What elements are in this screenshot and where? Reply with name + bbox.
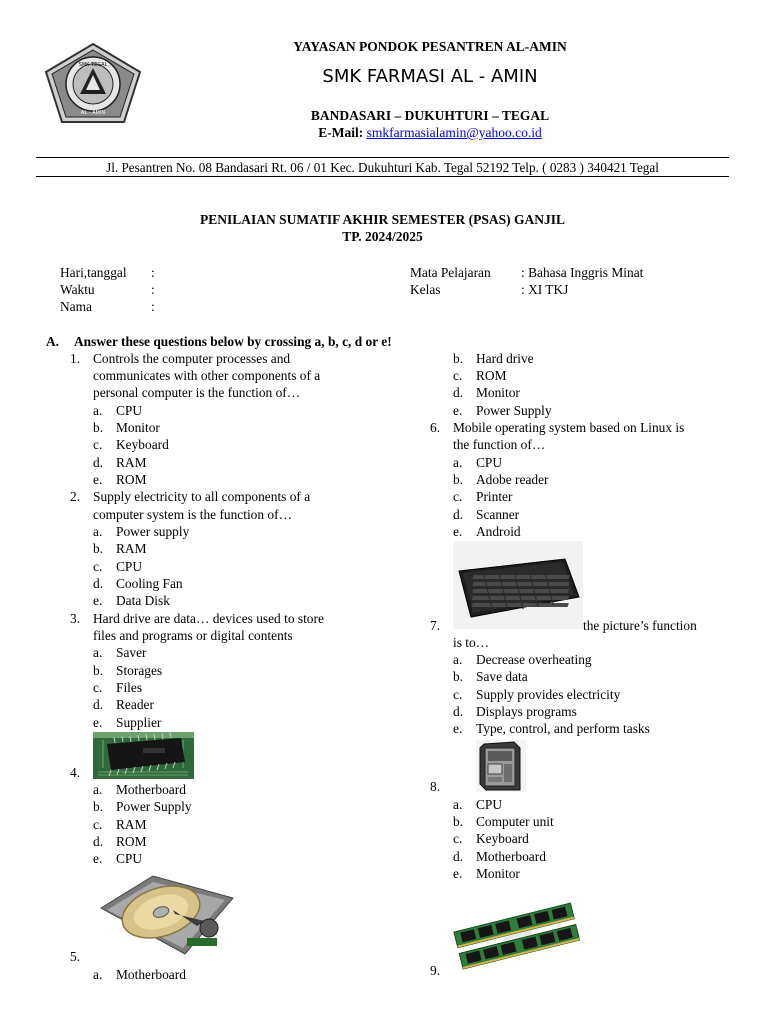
info-class-label: Kelas — [410, 282, 441, 297]
q6-opt-e[interactable]: Android — [476, 524, 521, 539]
q2-opt-c-letter: c. — [93, 559, 103, 574]
info-time-value[interactable]: : — [151, 282, 155, 297]
q8-opt-d[interactable]: Motherboard — [476, 849, 546, 864]
q6-opt-d-letter: d. — [453, 507, 464, 522]
q5-opt-a[interactable]: Motherboard — [116, 967, 186, 982]
q3-opt-d[interactable]: Reader — [116, 697, 154, 712]
q6-line-2: the function of… — [453, 437, 546, 452]
info-class-value: : XI TKJ — [521, 282, 569, 297]
email-line — [180, 125, 680, 141]
exam-title: PENILAIAN SUMATIF AKHIR SEMESTER (PSAS) GANJIL — [200, 212, 565, 227]
q2-opt-e-letter: e. — [93, 593, 103, 608]
q4-opt-b[interactable]: Power Supply — [116, 799, 192, 814]
q6-opt-d[interactable]: Scanner — [476, 507, 520, 522]
q1-opt-e-letter: e. — [93, 472, 103, 487]
q3-line-1: Hard drive are data… devices used to store — [93, 611, 324, 626]
q7-opt-c[interactable]: Supply provides electricity — [476, 687, 621, 702]
q7-stem-tail: the picture’s function — [583, 618, 697, 633]
logo-inner-text: SMK TEGAL — [78, 62, 108, 68]
q8-opt-e[interactable]: Monitor — [476, 866, 520, 881]
ram-module-image — [453, 899, 582, 975]
q4-opt-e-letter: e. — [93, 851, 103, 866]
school-location: BANDASARI – DUKUHTURI – TEGAL — [310, 108, 550, 123]
q8-opt-a-letter: a. — [453, 797, 463, 812]
q4-opt-e[interactable]: CPU — [116, 851, 143, 866]
info-day-value[interactable]: : — [151, 265, 155, 280]
q2-opt-d-letter: d. — [93, 576, 104, 591]
keyboard-image — [453, 541, 583, 629]
q5-opt-c[interactable]: ROM — [476, 368, 507, 383]
q1-opt-d-letter: d. — [93, 455, 104, 470]
logo-caption: AL - AMIN — [80, 110, 106, 116]
q8-opt-c[interactable]: Keyboard — [476, 831, 529, 846]
q6-opt-c-letter: c. — [453, 489, 463, 504]
q7-opt-b[interactable]: Save data — [476, 669, 528, 684]
info-time-label: Waktu — [60, 282, 95, 297]
q1-opt-b-letter: b. — [93, 420, 104, 435]
header-divider-top — [36, 157, 729, 158]
foundation-name: YAYASAN PONDOK PESANTREN AL-AMIN — [293, 39, 567, 54]
q4-opt-a[interactable]: Motherboard — [116, 782, 186, 797]
q3-opt-e-letter: e. — [93, 715, 103, 730]
q5-opt-e[interactable]: Power Supply — [476, 403, 552, 418]
section-instruction: Answer these questions below by crossing a, b, c, d or e! — [74, 334, 392, 349]
q6-opt-a-letter: a. — [453, 455, 463, 470]
q1-opt-b[interactable]: Monitor — [116, 420, 160, 435]
q2-line-2: computer system is the function of… — [93, 507, 292, 522]
q5-opt-c-letter: c. — [453, 368, 463, 383]
q5-opt-d[interactable]: Monitor — [476, 385, 520, 400]
q8-opt-e-letter: e. — [453, 866, 463, 881]
q4-opt-b-letter: b. — [93, 799, 104, 814]
q2-number: 2. — [70, 489, 81, 504]
q7-opt-e-letter: e. — [453, 721, 463, 736]
q4-number: 4. — [70, 765, 81, 780]
q1-line-1: Controls the computer processes and — [93, 351, 291, 366]
q3-opt-a[interactable]: Saver — [116, 645, 147, 660]
computer-case-image — [476, 740, 526, 792]
q7-opt-a[interactable]: Decrease overheating — [476, 652, 592, 667]
q8-number: 8. — [430, 779, 441, 794]
q6-line-1: Mobile operating system based on Linux is — [453, 420, 685, 435]
info-name-value[interactable]: : — [151, 299, 155, 314]
q4-opt-a-letter: a. — [93, 782, 103, 797]
q1-number: 1. — [70, 351, 81, 366]
q3-opt-e[interactable]: Supplier — [116, 715, 162, 730]
q1-opt-a[interactable]: CPU — [116, 403, 143, 418]
q4-opt-c-letter: c. — [93, 817, 103, 832]
q8-opt-c-letter: c. — [453, 831, 463, 846]
info-subject-value: : Bahasa Inggris Minat — [521, 265, 644, 280]
q2-opt-e[interactable]: Data Disk — [116, 593, 170, 608]
header-divider-bottom — [36, 176, 729, 177]
q2-opt-a-letter: a. — [93, 524, 103, 539]
q5-number: 5. — [70, 949, 81, 964]
q1-opt-a-letter: a. — [93, 403, 103, 418]
q3-opt-b[interactable]: Storages — [116, 663, 163, 678]
school-name: SMK FARMASI AL - AMIN — [322, 66, 538, 87]
q7-number: 7. — [430, 618, 441, 633]
q1-opt-d[interactable]: RAM — [116, 455, 147, 470]
q9-number: 9. — [430, 963, 441, 978]
q3-opt-a-letter: a. — [93, 645, 103, 660]
q6-opt-e-letter: e. — [453, 524, 463, 539]
q6-number: 6. — [430, 420, 441, 435]
q5-opt-b-letter: b. — [453, 351, 464, 366]
q7-opt-d[interactable]: Displays programs — [476, 704, 577, 719]
q7-opt-b-letter: b. — [453, 669, 464, 684]
q6-opt-c[interactable]: Printer — [476, 489, 513, 504]
q5-opt-e-letter: e. — [453, 403, 463, 418]
school-address: Jl. Pesantren No. 08 Bandasari Rt. 06 / 01 Kec. Dukuhturi Kab. Tegal 52192 Telp. ( 0283 ) 340421 Tegal — [106, 160, 659, 175]
q2-opt-d[interactable]: Cooling Fan — [116, 576, 183, 591]
q8-opt-a[interactable]: CPU — [476, 797, 503, 812]
school-logo — [44, 42, 142, 124]
q3-line-2: files and programs or digital contents — [93, 628, 293, 643]
q2-line-1: Supply electricity to all components of a — [93, 489, 311, 504]
q7-opt-c-letter: c. — [453, 687, 463, 702]
q3-opt-d-letter: d. — [93, 697, 104, 712]
q2-opt-b-letter: b. — [93, 541, 104, 556]
q5-opt-b[interactable]: Hard drive — [476, 351, 534, 366]
q6-opt-b[interactable]: Adobe reader — [476, 472, 549, 487]
info-day-label: Hari,tanggal — [60, 265, 127, 280]
email-label: E-Mail: — [318, 125, 364, 140]
q2-opt-a[interactable]: Power supply — [116, 524, 190, 539]
q5-opt-a-letter: a. — [93, 967, 103, 982]
info-subject-label: Mata Pelajaran — [410, 265, 491, 280]
q2-opt-b[interactable]: RAM — [116, 541, 147, 556]
q1-line-2: communicates with other components of a — [93, 368, 321, 383]
q3-number: 3. — [70, 611, 81, 626]
q6-opt-a[interactable]: CPU — [476, 455, 503, 470]
q7-opt-e[interactable]: Type, control, and perform tasks — [476, 721, 650, 736]
q3-opt-c-letter: c. — [93, 680, 103, 695]
q7-opt-d-letter: d. — [453, 704, 464, 719]
q8-opt-b-letter: b. — [453, 814, 464, 829]
q3-opt-c[interactable]: Files — [116, 680, 143, 695]
q5-opt-d-letter: d. — [453, 385, 464, 400]
q1-line-3: personal computer is the function of… — [93, 385, 301, 400]
q8-opt-b[interactable]: Computer unit — [476, 814, 554, 829]
q3-opt-b-letter: b. — [93, 663, 104, 678]
q6-opt-b-letter: b. — [453, 472, 464, 487]
q8-opt-d-letter: d. — [453, 849, 464, 864]
hard-drive-image — [93, 868, 238, 960]
q7-stem-line-2: is to… — [453, 635, 490, 650]
exam-year: TP. 2024/2025 — [342, 229, 423, 244]
section-letter: A. — [46, 334, 60, 349]
info-name-label: Nama — [60, 299, 92, 314]
q4-opt-d-letter: d. — [93, 834, 104, 849]
q1-opt-c[interactable]: Keyboard — [116, 437, 169, 452]
q4-opt-d[interactable]: ROM — [116, 834, 147, 849]
q7-opt-a-letter: a. — [453, 652, 463, 667]
q1-opt-e[interactable]: ROM — [116, 472, 147, 487]
email-link[interactable]: smkfarmasialamin@yahoo.co.id — [366, 125, 542, 140]
ram-chip-image — [93, 732, 194, 779]
q2-opt-c[interactable]: CPU — [116, 559, 143, 574]
q1-opt-c-letter: c. — [93, 437, 103, 452]
q4-opt-c[interactable]: RAM — [116, 817, 147, 832]
